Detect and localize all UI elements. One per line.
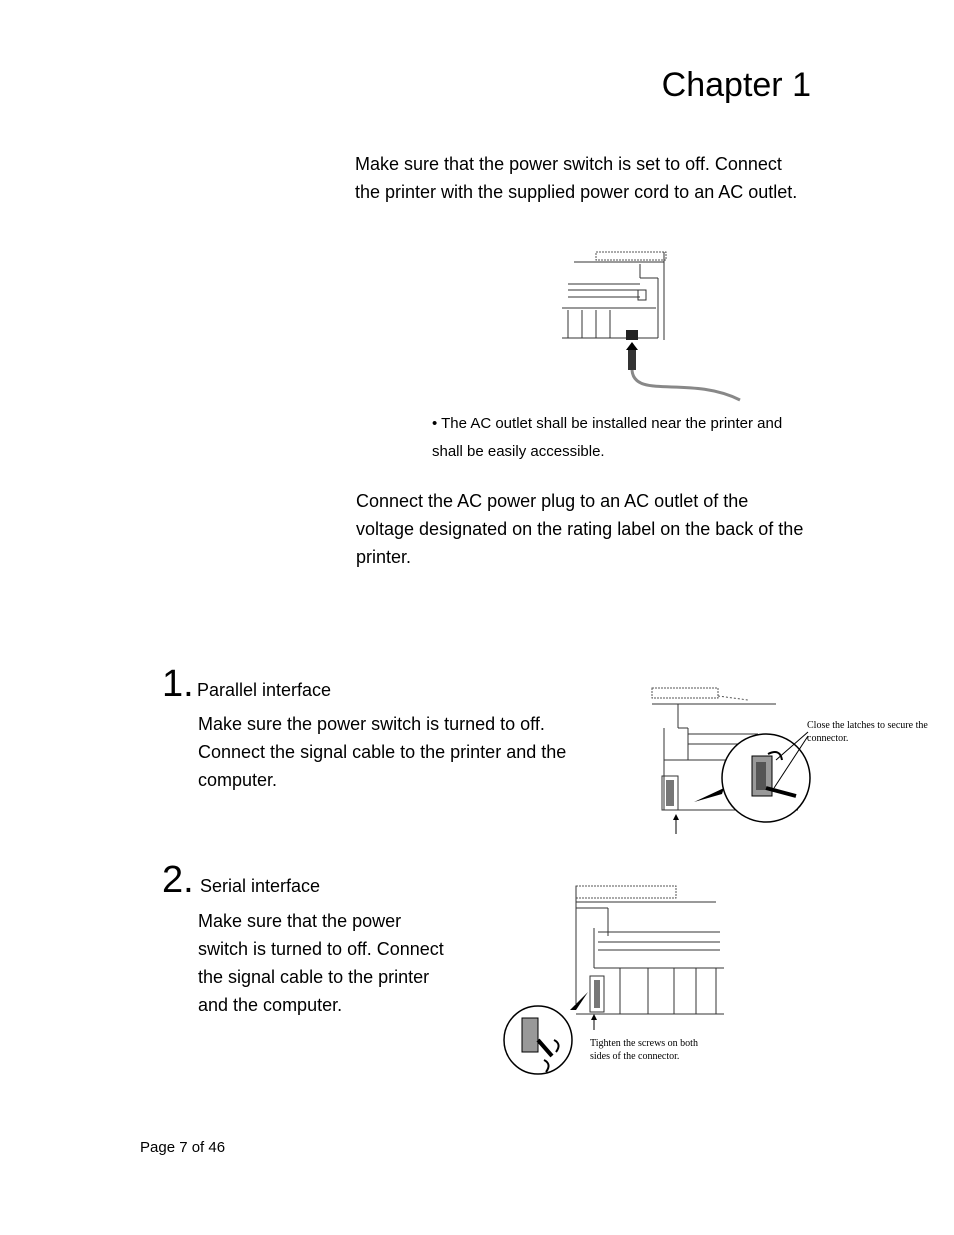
serial-callout: Tighten the screws on both sides of the connector. xyxy=(590,1038,698,1062)
power-instruction: Make sure that the power switch is set to off. Connect the printer with the supplied power cord to an AC outlet. xyxy=(355,154,798,202)
serial-interface-text: Make sure that the power switch is turned to off. Connect the signal cable to the printer and the computer. xyxy=(198,911,444,1015)
step-number-1: 1. xyxy=(162,663,194,705)
parallel-callout: Close the latches to secure the connector. xyxy=(807,720,928,744)
serial-interface-heading: Serial interface xyxy=(200,876,321,896)
connect-instruction: Connect the AC power plug to an AC outlet of the voltage designated on the rating label on the back of the printer. xyxy=(356,491,804,567)
step-number-2: 2. xyxy=(162,859,194,901)
chapter-title: Chapter 1 xyxy=(661,66,811,104)
parallel-interface-text: Make sure the power switch is turned to off. Connect the signal cable to the printer and the computer. xyxy=(198,714,567,790)
ac-outlet-note: • The AC outlet shall be installed near the printer and shall be easily accessible. xyxy=(432,415,783,460)
parallel-interface-heading: Parallel interface xyxy=(197,680,332,700)
power-cord-illustration xyxy=(560,250,750,405)
parallel-connector-illustration xyxy=(648,684,808,834)
page-number: Page 7 of 46 xyxy=(140,1139,226,1156)
